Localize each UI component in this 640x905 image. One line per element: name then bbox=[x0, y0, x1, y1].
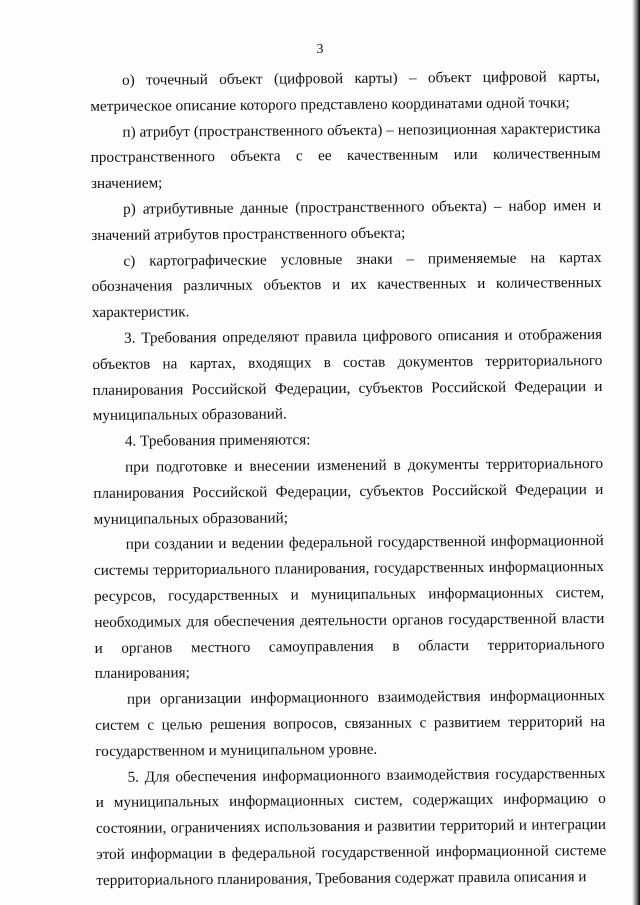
paragraph-o-point-object: о) точечный объект (цифровой карты) – объект цифровой карты, метрическое описание которого представлено координатами одной точки; bbox=[90, 67, 601, 115]
paragraph-4-requirements-apply: 4. Требования применяются: bbox=[124, 431, 311, 450]
scan-edge-shadow bbox=[632, 0, 640, 905]
paragraph-5-information-interaction: 5. Для обеспечения информационного взаимодействия государственных и муниципальных информационных систем, содержащих информацию о состоянии, ограничениях использования и развитии территорий и интеграции этой информации в федеральной государственной информационной системе территориального планирования, Требования содержат правила описания и bbox=[95, 764, 607, 889]
document-body bbox=[90, 64, 606, 893]
page-number: 3 bbox=[316, 42, 324, 57]
paragraph-r-attribute-data: р) атрибутивные данные (пространственного объекта) – набор имен и значений атрибутов пространственного объекта; bbox=[91, 196, 602, 244]
paragraph-p-attribute: п) атрибут (пространственного объекта) – непозиционная характеристика пространственного объекта с ее качественным или количественным значением; bbox=[90, 119, 601, 193]
paragraph-s-cartographic-signs: с) картографические условные знаки – применяемые на картах обозначения различных объектов и их качественных и количественных характеристик. bbox=[91, 248, 602, 322]
paragraph-4-preparation: при подготовке и внесении изменений в документы территориального планирования Российской Федерации, субъектов Российской Федерации и муниципальных образований; bbox=[93, 454, 604, 528]
paragraph-4-interaction: при организации информационного взаимодействия информационных систем с целью решения вопросов, связанных с развитием территорий на государственном и муниципальном уровне. bbox=[95, 687, 606, 760]
paragraph-4-creation: при создании и ведении федеральной государственной информационной системы территориального планирования, государственных информационных ресурсов, государственных и муниципальных информационных систем, необходимых для обеспечения деятельности органов государственной власти и органов местного самоуправления в области территориального планирования; bbox=[93, 532, 605, 683]
paragraph-3-requirements-define: 3. Требования определяют правила цифрового описания и отображения объектов на картах, входящих в состав документов территориального планирования Российской Федерации, субъектов Российской Федерации и муниципальных образований. bbox=[92, 325, 603, 425]
